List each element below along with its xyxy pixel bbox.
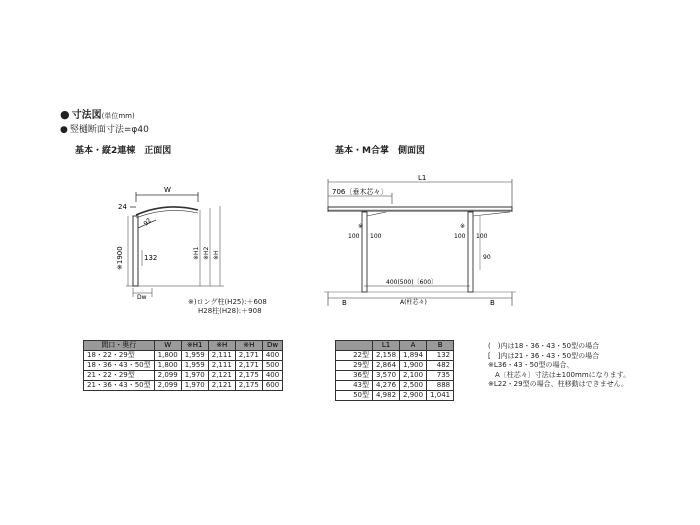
table-row xyxy=(336,391,454,401)
col-header: W xyxy=(154,341,181,351)
label-a-dims: 400(500)〔600〕 xyxy=(386,279,438,286)
cell: 2,111 xyxy=(208,351,235,361)
cell: 2,099 xyxy=(154,371,181,381)
cell: 21・22・29型 xyxy=(84,371,155,381)
table-row xyxy=(336,381,454,391)
table-row xyxy=(336,371,454,381)
cell: 482 xyxy=(427,361,454,371)
post xyxy=(133,216,138,286)
cell: 1,959 xyxy=(181,351,208,361)
cell: 2,121 xyxy=(208,381,235,391)
cell: 1,894 xyxy=(400,351,427,361)
cell: 1,041 xyxy=(427,391,454,401)
bullet-icon: ● xyxy=(60,108,70,121)
cell: 50型 xyxy=(336,391,373,401)
label-mark-left: ※ xyxy=(358,223,364,230)
label-rafter: 706〔垂木芯々〕 xyxy=(332,188,388,196)
col-header: B xyxy=(427,341,454,351)
cell: 500 xyxy=(262,361,282,371)
front-spec-table xyxy=(83,340,283,391)
cell: 21・36・43・50型 xyxy=(84,381,155,391)
label-92: 92 xyxy=(142,217,153,228)
table-header-row xyxy=(84,341,283,351)
cell: 1,900 xyxy=(400,361,427,371)
table-header-row xyxy=(336,341,454,351)
notes-block xyxy=(488,342,630,390)
label-b-right: B xyxy=(490,299,495,307)
cell: 18・22・29型 xyxy=(84,351,155,361)
note-line: [ ]内は21・36・43・50型の場合 xyxy=(488,351,600,360)
col-header xyxy=(336,341,373,351)
col-header: A xyxy=(400,341,427,351)
cell: 2,099 xyxy=(154,381,181,391)
label-b-left: B xyxy=(342,299,347,307)
pipe-spec xyxy=(60,122,149,135)
label-a: A(柱芯々) xyxy=(400,299,427,306)
label-h: ※H xyxy=(213,250,220,260)
left-brace xyxy=(367,212,386,216)
cell: 36型 xyxy=(336,371,373,381)
label-90: 90 xyxy=(483,254,491,261)
note-line: ( )内は18・36・43・50型の場合 xyxy=(488,342,600,350)
table-row xyxy=(84,371,283,381)
label-100-1: 100 xyxy=(348,233,360,240)
cell: 2,900 xyxy=(400,391,427,401)
note-line: ※L22・29型の場合、柱移動はできません。 xyxy=(488,380,628,388)
cell: 400 xyxy=(262,371,282,381)
table-row xyxy=(336,361,454,371)
cell: 2,175 xyxy=(235,381,262,391)
cell: 2,864 xyxy=(373,361,400,371)
cell: 2,175 xyxy=(235,371,262,381)
cell: 2,500 xyxy=(400,381,427,391)
roof-beam xyxy=(328,207,512,211)
cell: 1,800 xyxy=(154,361,181,371)
front-view-drawing xyxy=(60,180,240,300)
table-row xyxy=(84,381,283,391)
label-100-3: 100 xyxy=(454,233,466,240)
cell: 22型 xyxy=(336,351,373,361)
cell: 1,800 xyxy=(154,351,181,361)
side-view-drawing xyxy=(320,174,520,314)
col-header: L1 xyxy=(373,341,400,351)
table-row xyxy=(84,361,283,371)
col-header: 間口・奥行 xyxy=(84,341,155,351)
right-brace xyxy=(473,212,510,216)
title-main: 寸法図 xyxy=(71,110,102,121)
drawing-title xyxy=(60,106,135,121)
cell: 43型 xyxy=(336,381,373,391)
label-l1: L1 xyxy=(418,174,427,182)
cell: 888 xyxy=(427,381,454,391)
cell: 3,570 xyxy=(373,371,400,381)
bullet-icon: ● xyxy=(60,125,68,135)
note-line: A〔柱芯々〕寸法は±100mmになります。 xyxy=(488,370,631,379)
note-line: ※L36・43・50型の場合、 xyxy=(488,361,574,369)
cell: 18・36・43・50型 xyxy=(84,361,155,371)
cell: 2,121 xyxy=(208,371,235,381)
side-view-title: 基本・M合掌 側面図 xyxy=(335,146,425,156)
cell: 4,982 xyxy=(373,391,400,401)
cell: 2,171 xyxy=(235,361,262,371)
table-row xyxy=(84,351,283,361)
front-view-title: 基本・縦2連棟 正面図 xyxy=(75,146,172,156)
label-100-4: 100 xyxy=(476,233,488,240)
cell: 400 xyxy=(262,351,282,361)
label-h2: ※H2 xyxy=(203,246,210,260)
cell: 1,970 xyxy=(181,371,208,381)
footnote-line-2: H28柱(H28):＋908 xyxy=(198,307,262,315)
cell: 2,111 xyxy=(208,361,235,371)
label-132: 132 xyxy=(144,254,158,262)
col-header: Dw xyxy=(262,341,282,351)
label-w: W xyxy=(164,186,171,194)
cell: 132 xyxy=(427,351,454,361)
title-unit: (単位mm) xyxy=(101,112,135,120)
label-24: 24 xyxy=(118,203,127,211)
cell: 1,970 xyxy=(181,381,208,391)
col-header: ※H xyxy=(208,341,235,351)
cell: 4,276 xyxy=(373,381,400,391)
cell: 600 xyxy=(262,381,282,391)
cell: 29型 xyxy=(336,361,373,371)
front-footnote xyxy=(188,298,267,316)
col-header: ※H xyxy=(235,341,262,351)
label-dw: Dw xyxy=(137,294,147,300)
col-header: ※H1 xyxy=(181,341,208,351)
right-post xyxy=(468,212,473,292)
cell: 2,100 xyxy=(400,371,427,381)
label-h1: ※H1 xyxy=(193,246,200,260)
label-100-2: 100 xyxy=(370,233,382,240)
pipe-spec-text: 竪樋断面寸法=φ40 xyxy=(69,125,149,135)
cell: 2,158 xyxy=(373,351,400,361)
label-mark-right: ※ xyxy=(460,223,466,230)
table-row xyxy=(336,351,454,361)
label-1900: ※1900 xyxy=(116,246,124,270)
cell: 1,959 xyxy=(181,361,208,371)
cell: 2,171 xyxy=(235,351,262,361)
cell: 735 xyxy=(427,371,454,381)
side-spec-table xyxy=(335,340,454,401)
footnote-line-1: ※)ロング柱(H25):＋608 xyxy=(188,298,267,306)
